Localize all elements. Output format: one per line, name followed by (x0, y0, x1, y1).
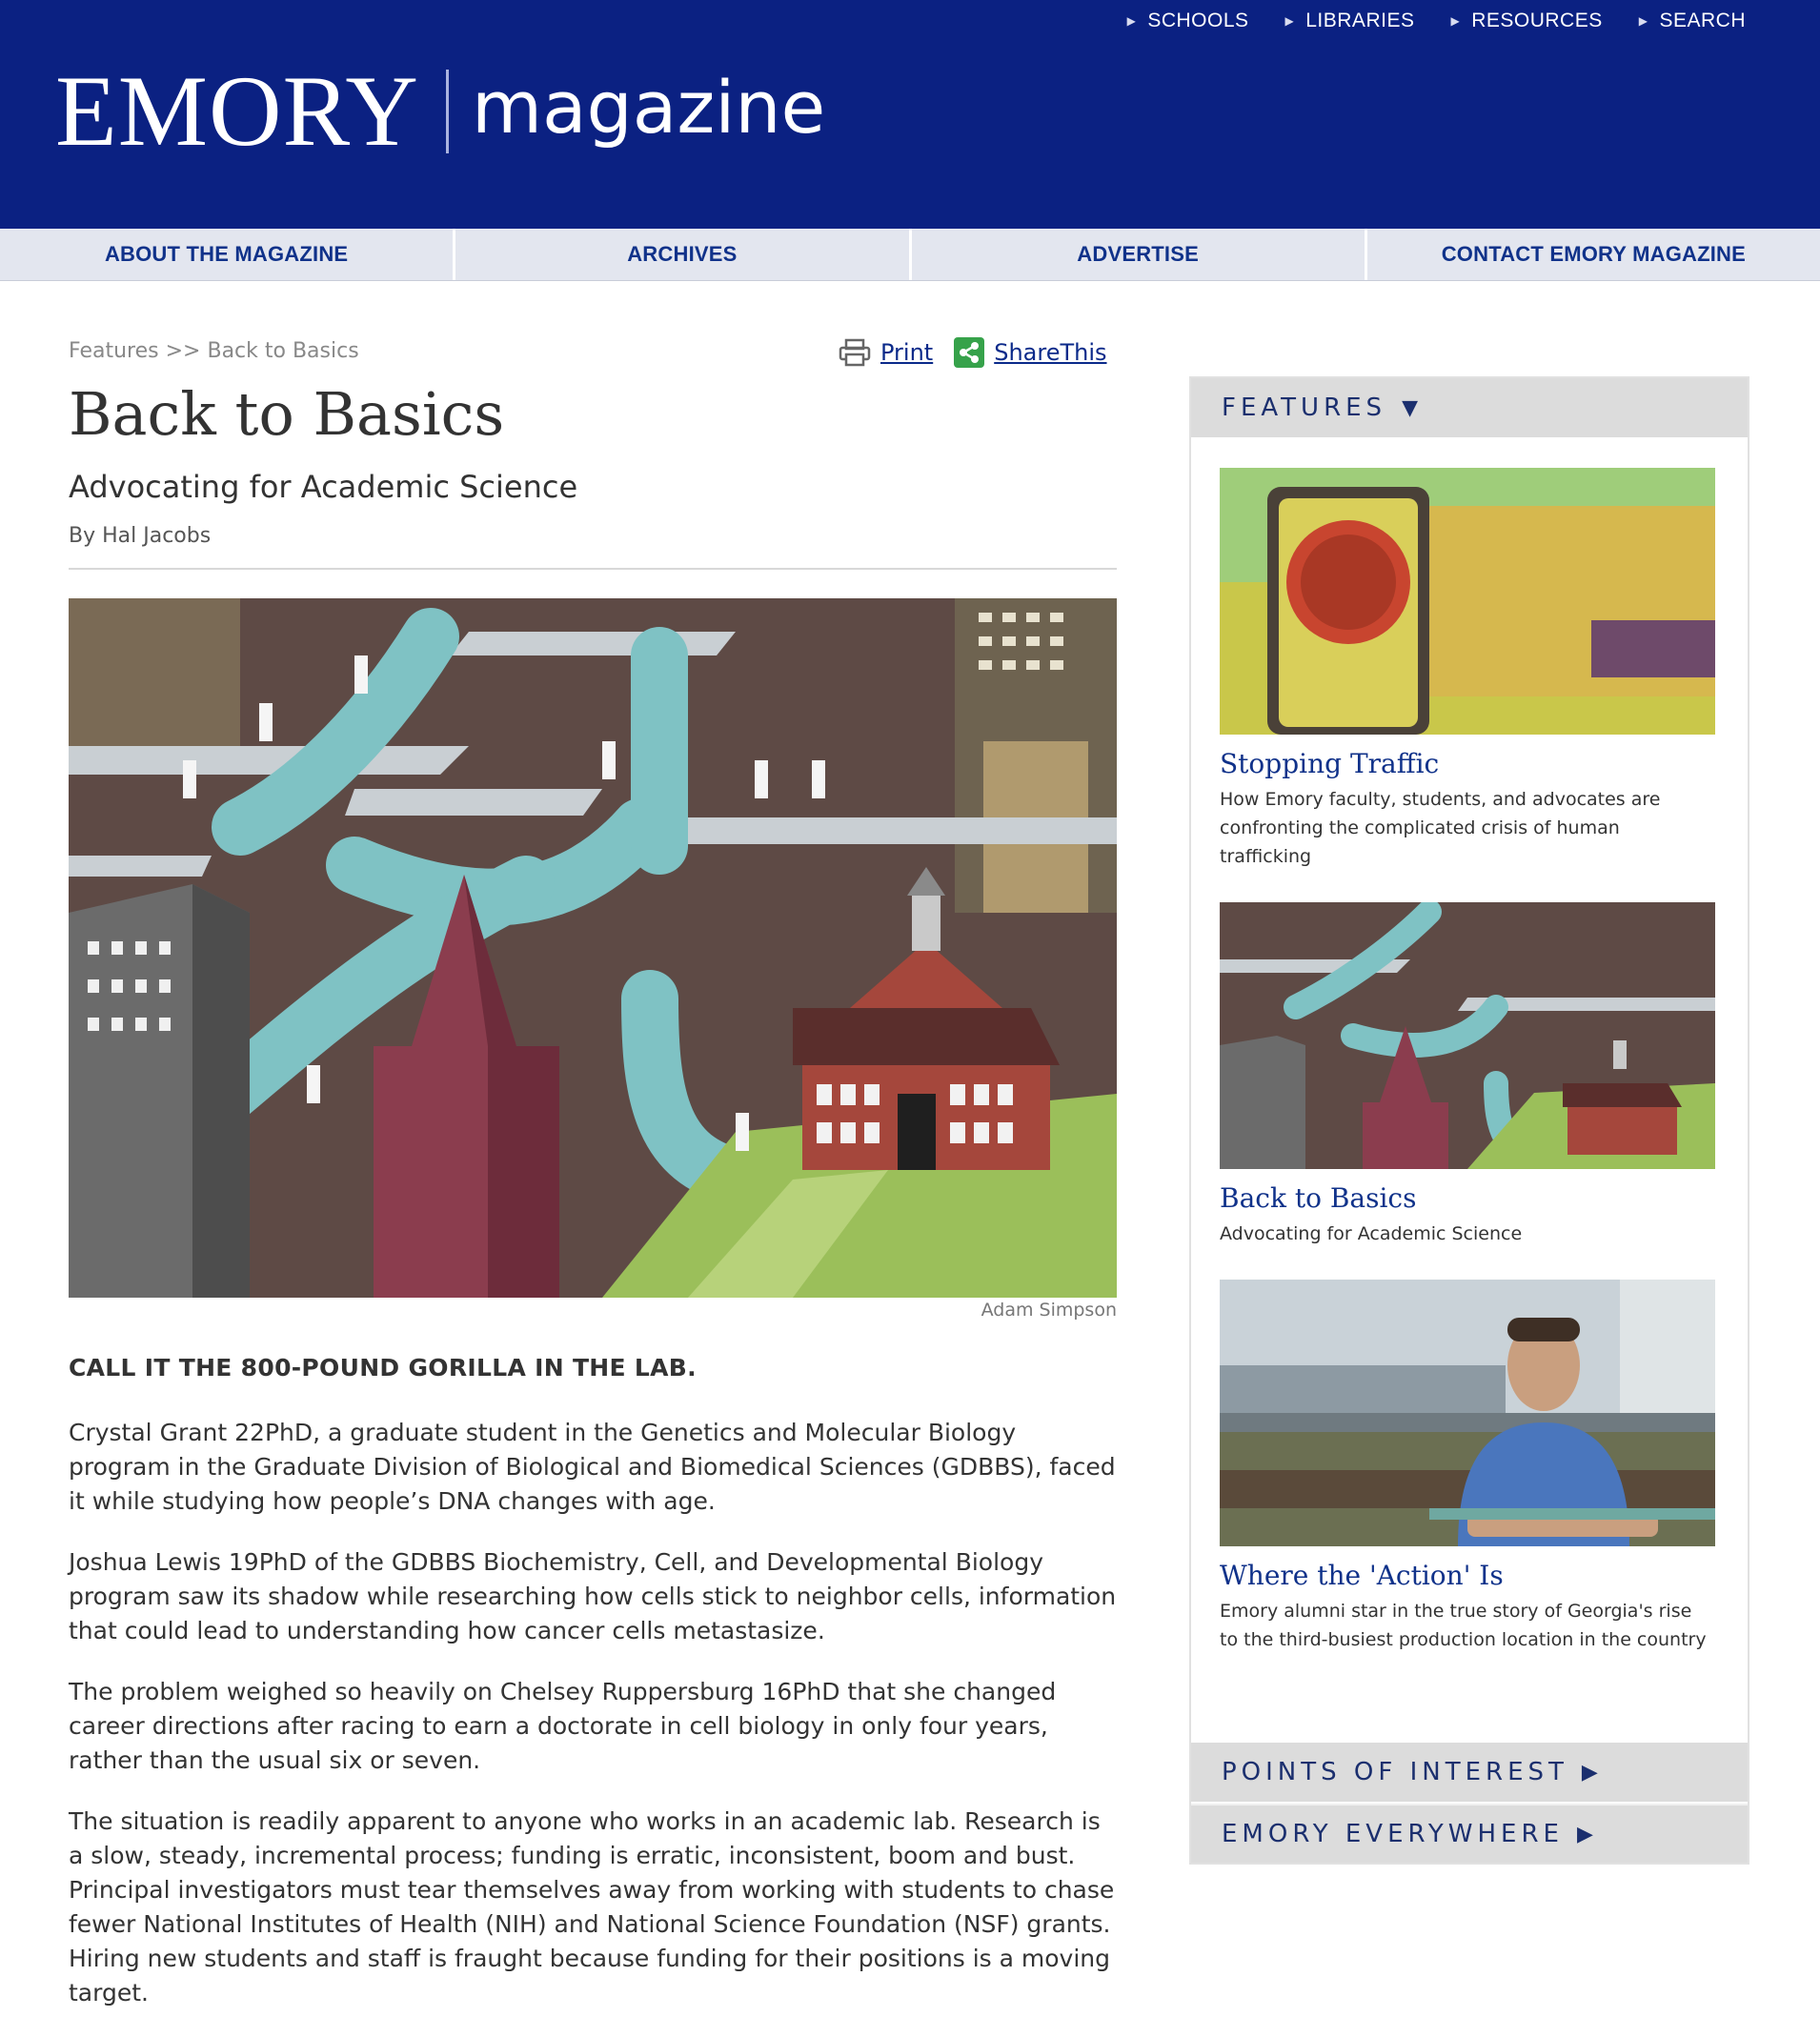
logo-magazine-wordmark: magazine (471, 65, 826, 150)
feature-thumbnail[interactable] (1220, 902, 1715, 1169)
action-portrait-thumbnail (1220, 1280, 1715, 1546)
points-of-interest-link[interactable] (1191, 1743, 1748, 1802)
play-triangle-icon: ▶ (1126, 14, 1137, 28)
main-nav (0, 229, 1820, 281)
feature-card-back-to-basics[interactable] (1220, 902, 1715, 1248)
caret-down-icon: ▼ (1402, 395, 1423, 420)
utility-link-search[interactable]: ▶ SEARCH (1638, 10, 1746, 31)
back-to-basics-thumbnail (1220, 902, 1715, 1169)
logo-divider (446, 70, 449, 153)
nav-archives[interactable]: ARCHIVES (455, 229, 911, 280)
feature-card-title[interactable]: Back to Basics (1220, 1182, 1417, 1214)
features-label: FEATURES (1222, 393, 1387, 422)
divider (69, 568, 1117, 570)
nav-about-the-magazine[interactable]: ABOUT THE MAGAZINE (0, 229, 455, 280)
play-triangle-icon: ▶ (1450, 14, 1461, 28)
feature-card-desc: Advocating for Academic Science (1220, 1223, 1523, 1244)
feature-card-title[interactable]: Where the 'Action' Is (1220, 1560, 1504, 1591)
masthead (0, 0, 1820, 229)
article-tools (839, 337, 1107, 368)
paragraph: The situation is readily apparent to anyone who works in an academic lab. Research is a slow, steady, incremental process; funding is erratic, inconsistent, boom and bust. Principal investigators must tear themselves away from working with students to chase fewer National Institutes of Health (NIH) and National Science Foundation (NSF) grants. Hiring new students and staff is fraught because funding for their positions is a moving target. (69, 1807, 1115, 2007)
emory-everywhere-link[interactable] (1191, 1804, 1748, 1863)
byline: By Hal Jacobs (69, 524, 212, 548)
utility-nav (1127, 10, 1746, 32)
article-body (69, 1351, 1117, 2037)
breadcrumb-features[interactable]: Features (69, 339, 159, 363)
sharethis-label: ShareThis (994, 339, 1107, 366)
play-triangle-icon: ▶ (1284, 14, 1295, 28)
nav-advertise[interactable]: ADVERTISE (912, 229, 1367, 280)
breadcrumb (69, 339, 359, 363)
page-title: Back to Basics (69, 379, 505, 449)
lede: CALL IT THE 800-POUND GORILLA IN THE LAB. (69, 1354, 697, 1382)
feature-card-where-the-action-is[interactable] (1220, 1280, 1715, 1654)
arrow-right-icon: ▶ (1581, 1760, 1603, 1785)
paragraph: The problem weighed so heavily on Chelsey Ruppersburg 16PhD that she changed career directions after racing to earn a doctorate in cell biology in only four years, rather than the usual six or seven. (69, 1678, 1057, 1774)
image-credit: Adam Simpson (981, 1300, 1117, 1321)
logo-emory-wordmark: EMORY (55, 55, 419, 167)
hero-illustration (69, 598, 1117, 1298)
points-of-interest-label: POINTS OF INTEREST (1222, 1758, 1568, 1786)
paragraph: Joshua Lewis 19PhD of the GDBBS Biochemistry, Cell, and Developmental Biology program saw its shadow while researching how cells stick to neighbor cells, information that could lead to understanding how cancer cells metastasize. (69, 1548, 1117, 1644)
utility-link-libraries[interactable]: ▶ LIBRARIES (1284, 10, 1415, 31)
sharethis-link[interactable] (954, 337, 1106, 368)
feature-card-stopping-traffic[interactable] (1220, 468, 1715, 871)
features-dropdown[interactable] (1191, 378, 1748, 437)
printer-icon (839, 338, 871, 367)
utility-link-schools[interactable]: ▶ SCHOOLS (1126, 10, 1249, 31)
site-logo[interactable] (55, 55, 826, 167)
arrow-right-icon: ▶ (1576, 1822, 1598, 1846)
utility-link-resources[interactable]: ▶ RESOURCES (1450, 10, 1603, 31)
breadcrumb-current: Back to Basics (207, 339, 359, 363)
feature-thumbnail[interactable] (1220, 1280, 1715, 1546)
feature-card-title[interactable]: Stopping Traffic (1220, 748, 1440, 779)
print-link[interactable] (839, 338, 933, 367)
emory-everywhere-label: EMORY EVERYWHERE (1222, 1820, 1564, 1848)
nav-contact-emory-magazine[interactable]: CONTACT EMORY MAGAZINE (1441, 242, 1747, 266)
page-subtitle: Advocating for Academic Science (69, 469, 578, 505)
paragraph: Crystal Grant 22PhD, a graduate student in the Genetics and Molecular Biology program in the Graduate Division of Biological and Biomedical Sciences (GDBBS), faced it while studying how people’s DNA changes with age. (69, 1419, 1116, 1515)
play-triangle-icon: ▶ (1638, 14, 1648, 28)
feature-thumbnail[interactable] (1220, 468, 1715, 735)
share-icon (954, 337, 984, 368)
print-label: Print (880, 339, 934, 366)
sidebar (1189, 376, 1749, 1865)
traffic-light-thumbnail (1220, 468, 1715, 735)
feature-card-desc: How Emory faculty, students, and advocates are confronting the complicated crisis of human trafficking (1220, 789, 1661, 867)
hero-illustration-svg (69, 598, 1117, 1298)
breadcrumb-separator: >> (165, 339, 201, 363)
feature-card-desc: Emory alumni star in the true story of Georgia's rise to the third-busiest production location in the country (1220, 1601, 1707, 1650)
